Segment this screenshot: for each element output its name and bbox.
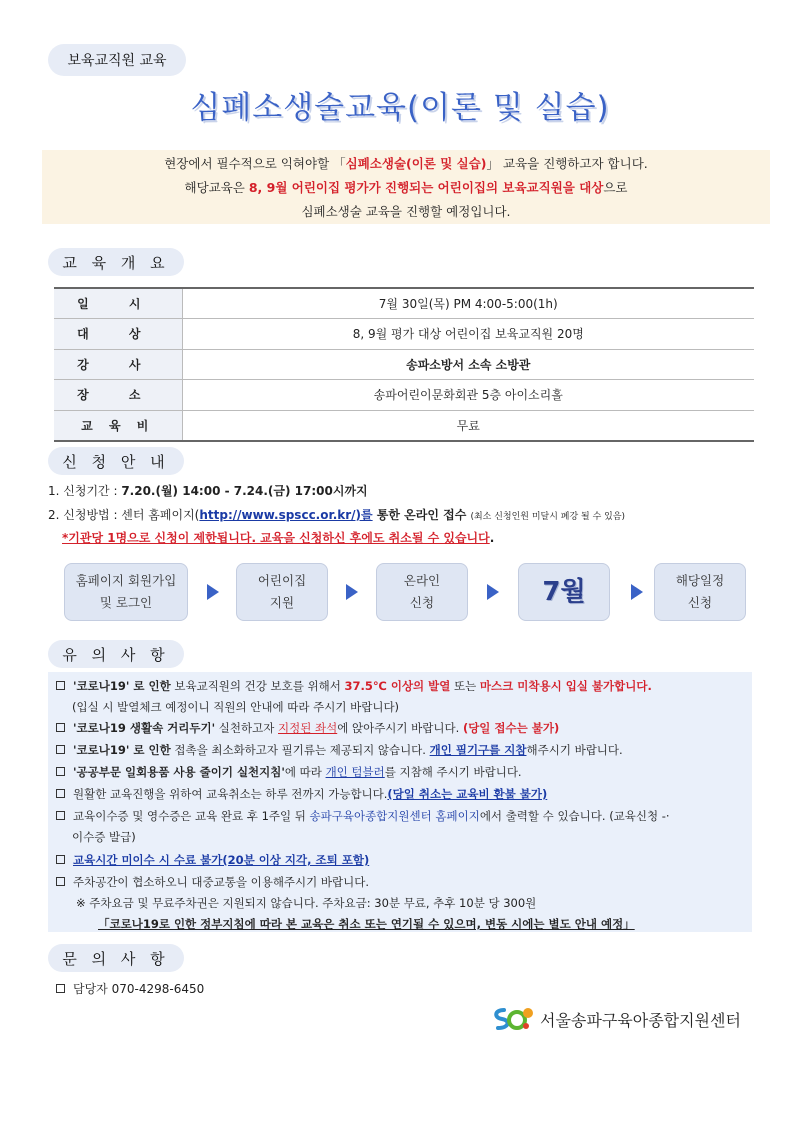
intro-line-3: 심폐소생술 교육을 진행할 예정입니다. bbox=[301, 204, 511, 219]
notice-item-sub: (입실 시 발열체크 예정이니 직원의 안내에 따라 주시기 바랍니다) bbox=[72, 700, 400, 714]
category-tag: 보육교직원 교육 bbox=[48, 44, 186, 76]
notice-item: 원활한 교육진행을 위하여 교육취소는 하루 전까지 가능합니다.(당일 취소는 교육비 환불 불가) bbox=[56, 786, 547, 802]
row-value: 송파어린이문화회관 5층 아이소리홀 bbox=[182, 380, 754, 411]
row-label: 교 육 비 bbox=[54, 410, 182, 441]
table-row bbox=[54, 380, 754, 411]
checkbox-icon bbox=[56, 789, 65, 798]
notice-item: 교육시간 미이수 시 수료 불가(20분 이상 지각, 조퇴 포함) bbox=[56, 852, 369, 868]
intro-box bbox=[42, 150, 770, 224]
checkbox-icon bbox=[56, 767, 65, 776]
section-contact-heading: 문 의 사 항 bbox=[48, 944, 184, 972]
notice-item: 교육이수증 및 영수증은 교육 완료 후 1주일 뒤 송파구육아종합지원센터 홈페이지에서 출력할 수 있습니다. (교육신청 -· bbox=[56, 808, 670, 824]
step-signup: 홈페이지 회원가입 및 로그인 bbox=[64, 563, 188, 621]
checkbox-icon bbox=[56, 984, 65, 993]
row-value: 8, 9월 평가 대상 어린이집 보육교직원 20명 bbox=[182, 319, 754, 350]
arrow-icon bbox=[207, 584, 219, 600]
table-row bbox=[54, 319, 754, 350]
row-label: 대 상 bbox=[54, 319, 182, 350]
step-daycare: 어린이집 지원 bbox=[236, 563, 328, 621]
row-label: 강 사 bbox=[54, 349, 182, 380]
notice-covid-announcement: 「코로나19로 인한 정부지침에 따라 본 교육은 취소 또는 연기될 수 있으며, 변동 시에는 별도 안내 예정」 bbox=[98, 917, 635, 931]
notice-item: '공공부문 일회용품 사용 줄이기 실천지침'에 따라 개인 텀블러를 지참해 주시기 바랍니다. bbox=[56, 764, 522, 780]
intro-line-1: 현장에서 필수적으로 익혀야할 「심폐소생술(이론 및 실습)」 교육을 진행하고자 합니다. bbox=[164, 156, 648, 171]
step-july: 7월 bbox=[518, 563, 610, 621]
checkbox-icon bbox=[56, 877, 65, 886]
overview-table bbox=[54, 287, 754, 442]
arrow-icon bbox=[346, 584, 358, 600]
intro-line-2: 해당교육은 8, 9월 어린이집 평가가 진행되는 어린이집의 보육교직원을 대상으로 bbox=[184, 180, 628, 195]
checkbox-icon bbox=[56, 811, 65, 820]
checkbox-icon bbox=[56, 745, 65, 754]
row-label: 장 소 bbox=[54, 380, 182, 411]
row-value: 송파소방서 소속 소방관 bbox=[182, 349, 754, 380]
contact-item: 담당자 070-4298-6450 bbox=[56, 980, 204, 997]
step-online: 온라인 신청 bbox=[376, 563, 468, 621]
row-value: 무료 bbox=[182, 410, 754, 441]
section-apply-heading: 신 청 안 내 bbox=[48, 447, 184, 475]
notice-item-sub: 이수증 발급) bbox=[72, 830, 136, 844]
notice-item: '코로나19' 로 인한 보육교직원의 건강 보호를 위해서 37.5℃ 이상의 발열 또는 마스크 미착용시 입실 불가합니다. bbox=[56, 678, 652, 694]
notice-item: '코로나19 생활속 거리두기' 실천하고자 지정된 좌석에 앉아주시기 바랍니다. (당일 접수는 불가) bbox=[56, 720, 559, 736]
homepage-link[interactable]: http://www.spscc.or.kr/)를 bbox=[199, 508, 373, 522]
checkbox-icon bbox=[56, 723, 65, 732]
table-row bbox=[54, 349, 754, 380]
table-row bbox=[54, 288, 754, 319]
notice-item: 주차공간이 협소하오니 대중교통을 이용해주시기 바랍니다. bbox=[56, 874, 369, 890]
arrow-icon bbox=[631, 584, 643, 600]
center-name: 서울송파구육아종합지원센터 bbox=[540, 1010, 741, 1030]
checkbox-icon bbox=[56, 681, 65, 690]
notice-item-sub: ※ 주차요금 및 무료주차권은 지원되지 않습니다. 주차요금: 30분 무료, 추후 10분 당 300원 bbox=[76, 896, 537, 910]
section-notice-heading: 유 의 사 항 bbox=[48, 640, 184, 668]
step-schedule: 해당일정 신청 bbox=[654, 563, 746, 621]
apply-warning: *기관당 1명으로 신청이 제한됩니다. 교육을 신청하신 후에도 취소될 수 있습니다. bbox=[62, 531, 495, 545]
page-title: 심폐소생술교육(이론 및 실습) bbox=[190, 90, 610, 126]
checkbox-icon bbox=[56, 855, 65, 864]
notice-item: '코로나19' 로 인한 접촉을 최소화하고자 필기류는 제공되지 않습니다. 개인 필기구를 지참해주시기 바랍니다. bbox=[56, 742, 623, 758]
apply-method: 2. 신청방법 : 센터 홈페이지(http://www.spscc.or.kr/)를 통한 온라인 접수 (최소 신청인원 미달시 폐강 될 수 있음) bbox=[48, 508, 626, 522]
row-label: 일 시 bbox=[54, 288, 182, 319]
row-value: 7월 30일(목) PM 4:00-5:00(1h) bbox=[182, 288, 754, 319]
apply-period: 1. 신청기간 : 7.20.(월) 14:00 - 7.24.(금) 17:00시까지 bbox=[48, 484, 368, 498]
arrow-icon bbox=[487, 584, 499, 600]
table-row bbox=[54, 410, 754, 441]
section-overview-heading: 교 육 개 요 bbox=[48, 248, 184, 276]
center-logo bbox=[490, 1004, 760, 1034]
center-logo-icon bbox=[490, 1004, 536, 1034]
